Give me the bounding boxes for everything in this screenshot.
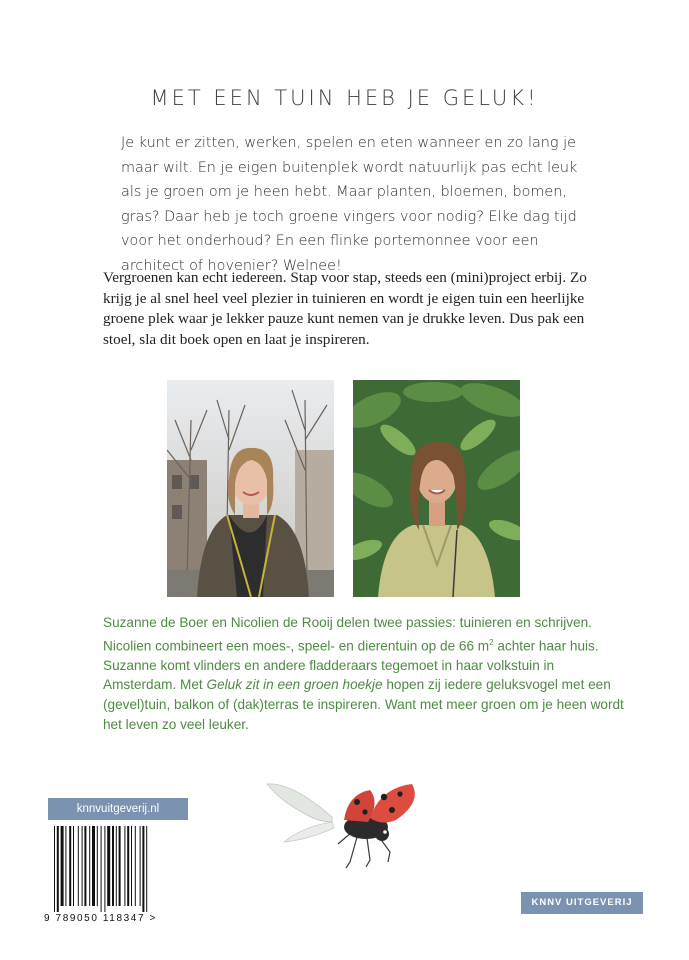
cover-heading: MET EEN TUIN HEB JE GELUK!: [150, 86, 539, 110]
barcode-bar: [78, 826, 79, 906]
bio-paragraph: [103, 613, 628, 734]
intro-paragraph: Je kunt er zitten, werken, spelen en eten wanneer en zo lang je maar wilt. En je eigen buitenplek wordt natuurlijk pas echt leuk als je groen om je heen hebt. Maar planten, bloemen, bomen, gras? Daar heb je toch groene vingers voor nodig? Elke dag tijd voor het onderhoud? En een flinke portemonnee voor een architect of hovenier? Welnee!: [121, 135, 578, 274]
barcode-bar: [142, 826, 144, 912]
intro-text: [121, 131, 591, 278]
bio-part-1: Suzanne de Boer en Nicolien de Rooij delen twee passies: tuinieren en schrijven. Nicolien combineert een moes-, speel- en dierentuin op de 66 m: [103, 615, 592, 654]
author-photo-nicolien: [353, 380, 520, 597]
barcode-bar: [57, 826, 59, 912]
barcode-bar: [104, 826, 105, 912]
barcode-bar: [119, 826, 121, 906]
barcode-bar: [65, 826, 66, 906]
book-title: Geluk zit in een groen hoekje: [206, 677, 383, 693]
publisher-label: KNNV UITGEVERIJ: [521, 892, 643, 914]
author-bio: [103, 613, 628, 734]
barcode-bar: [54, 826, 55, 912]
barcode-bar: [73, 826, 74, 906]
barcode-bar: [135, 826, 136, 906]
ladybug-illustration: [262, 772, 452, 872]
barcode-bar: [97, 826, 98, 906]
barcode-bar: [107, 826, 110, 906]
barcode-bar: [69, 826, 71, 906]
bio-part-2: achter haar huis. Suzanne komt vlinders en andere fladderaars tegemoet in haar volkstuin in Amsterdam. Met: [103, 638, 599, 693]
bio-part-3: hopen zij iedere geluksvogel met een (gevel)tuin, balkon of (dak)terras te inspireren. Want met meer groen om je heen wordt het leven zo veel leuker.: [103, 677, 624, 732]
barcode-bar: [124, 826, 125, 906]
author-photo-suzanne: [167, 380, 334, 597]
website-label: knnvuitgeverij.nl: [48, 798, 188, 820]
barcode-bar: [92, 826, 95, 906]
bio-superscript: 2: [489, 637, 494, 647]
barcode-bar: [82, 826, 83, 906]
barcode-bar: [61, 826, 64, 906]
barcode-bar: [112, 826, 114, 906]
barcode-bar: [146, 826, 147, 912]
barcode-bar: [140, 826, 141, 906]
barcode-bar: [116, 826, 117, 906]
body-paragraph: Vergroenen kan echt iedereen. Stap voor stap, steeds een (mini)project erbij. Zo krijg je al snel heel veel plezier in tuinieren en wordt je eigen tuin een heerlijke groene plek waar je lekker pauze kunt nemen van je drukke leven. Dus pak een stoel, sla dit boek open en laat je inspireren.: [103, 269, 587, 348]
barcode-bar: [127, 826, 129, 906]
barcode-bar: [84, 826, 86, 906]
isbn-number: 9 789050 118347 >: [44, 913, 157, 924]
barcode-bar: [101, 826, 102, 912]
barcode-bar: [89, 826, 90, 906]
barcode-bar: [131, 826, 132, 906]
